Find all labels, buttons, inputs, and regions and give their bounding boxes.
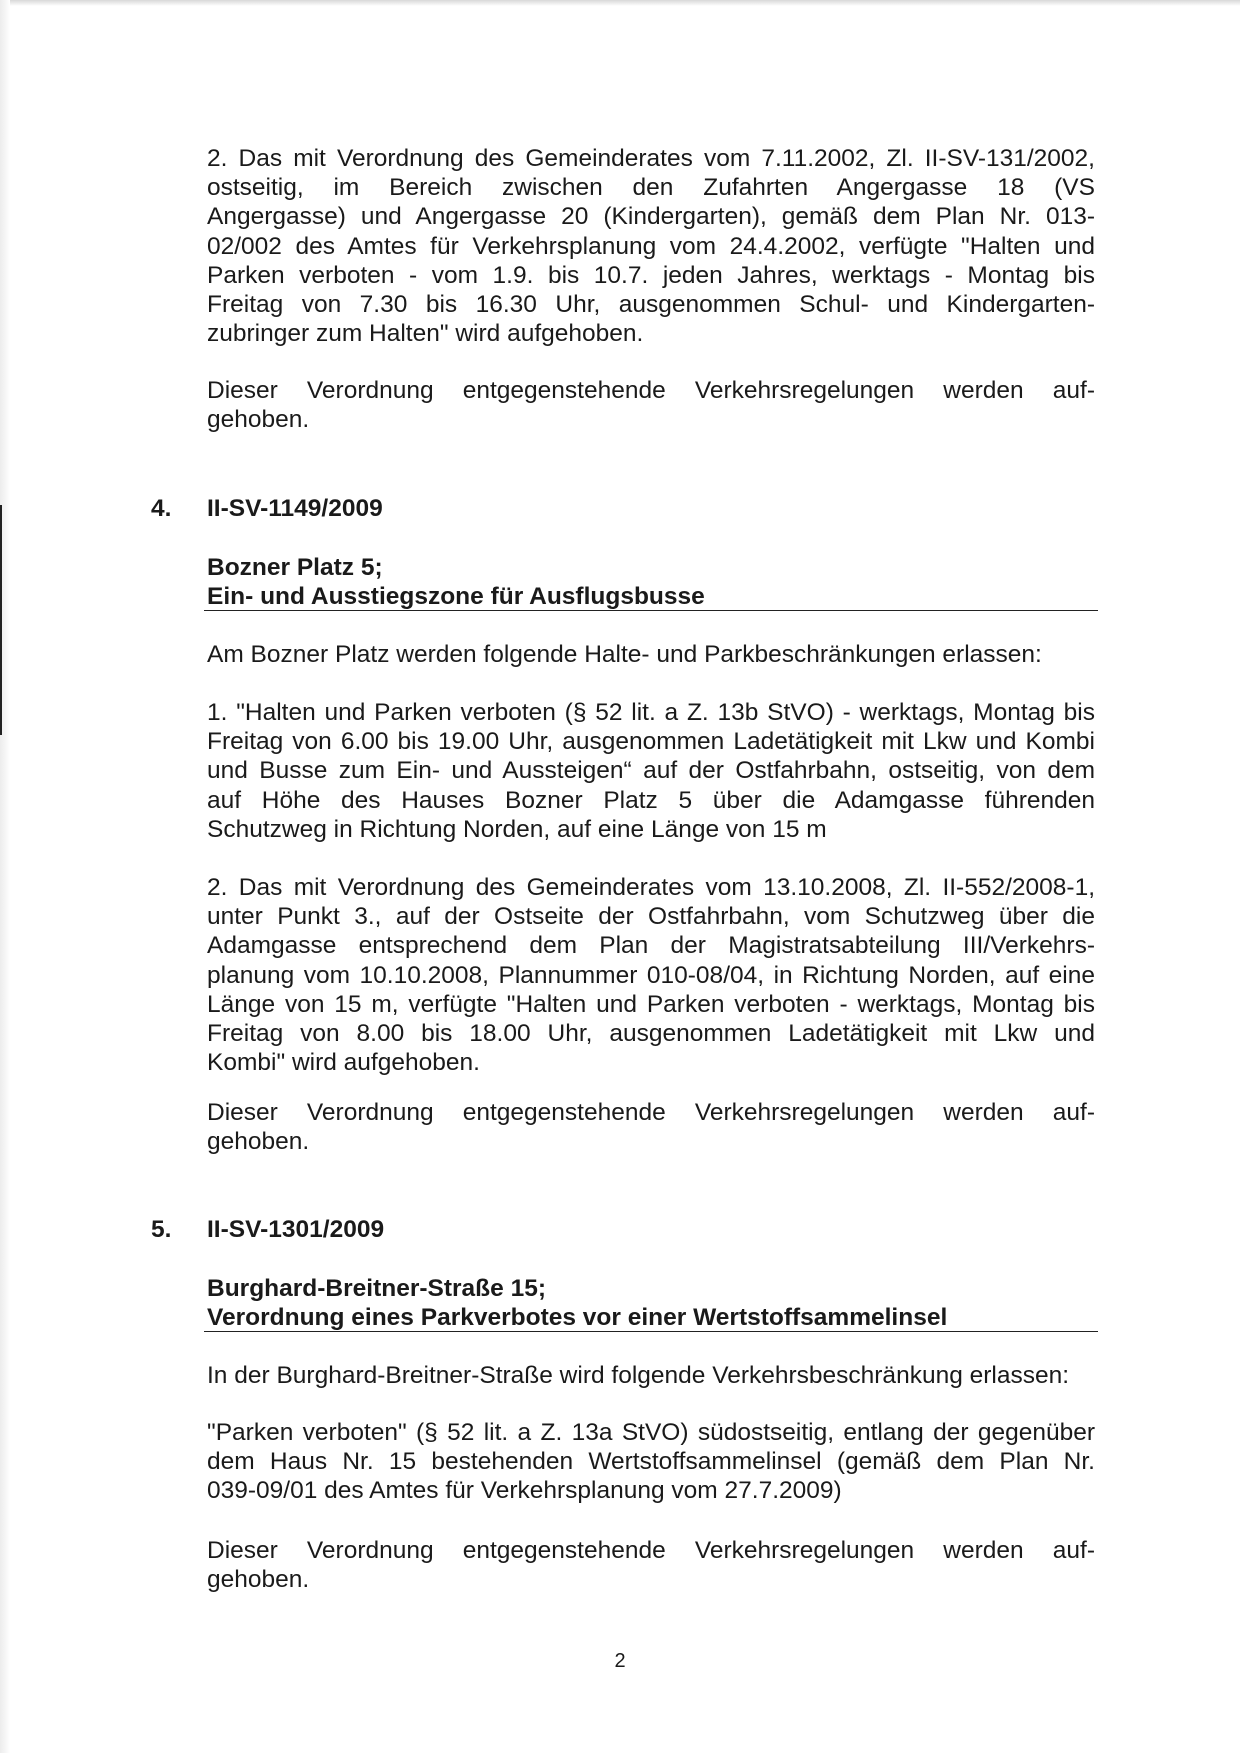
text-line: Dieser Verordnung entgegenstehende Verkehrsregelungen werden auf- bbox=[207, 1537, 1095, 1564]
page-number: 2 bbox=[614, 1650, 626, 1672]
text-line: Angergasse) und Angergasse 20 (Kindergarten), gemäß dem Plan Nr. 013- bbox=[207, 203, 1095, 231]
text-line: Adamgasse entsprechend dem Plan der Magistratsabteilung III/Verkehrs- bbox=[207, 932, 1095, 960]
text-line: Freitag von 7.30 bis 16.30 Uhr, ausgenommen Schul- und Kindergarten- bbox=[207, 291, 1095, 319]
text-line: dem Haus Nr. 15 bestehenden Wertstoffsammelinsel (gemäß dem Plan Nr. bbox=[207, 1448, 1095, 1476]
text-line: Länge von 15 m, verfügte "Halten und Parken verboten - werktags, Montag bis bbox=[207, 990, 1095, 1018]
text-line: zubringer zum Halten" wird aufgehoben. bbox=[207, 320, 644, 348]
text-line: gehoben. bbox=[207, 1128, 310, 1156]
text-line: Dieser Verordnung entgegenstehende Verkehrsregelungen werden auf- bbox=[207, 1099, 1095, 1126]
section-heading-line: Ein- und Ausstiegszone für Ausflugsbusse bbox=[207, 583, 705, 610]
text-line: In der Burghard-Breitner-Straße wird folgende Verkehrsbeschränkung erlassen: bbox=[207, 1362, 1070, 1389]
text-line: Parken verboten - vom 1.9. bis 10.7. jeden Jahres, werktags - Montag bis bbox=[207, 261, 1095, 289]
text-line: Am Bozner Platz werden folgende Halte- und Parkbeschränkungen erlassen: bbox=[207, 641, 1042, 668]
section-closing bbox=[207, 1098, 1095, 1156]
section-intro bbox=[207, 640, 1095, 669]
section-item-1 bbox=[207, 1418, 1095, 1506]
text-line: 2. Das mit Verordnung des Gemeinderates vom 13.10.2008, Zl. II-552/2008-1, bbox=[207, 874, 1095, 901]
heading-underline bbox=[204, 1331, 1098, 1332]
heading-underline bbox=[204, 610, 1098, 611]
text-line: Schutzweg in Richtung Norden, auf eine Länge von 15 m bbox=[207, 815, 827, 843]
section-heading bbox=[207, 553, 1095, 611]
text-line: Kombi" wird aufgehoben. bbox=[207, 1049, 480, 1077]
section-heading-line: Verordnung eines Parkverbotes vor einer Wertstoffsammelinsel bbox=[207, 1304, 948, 1331]
section-heading-line: Burghard-Breitner-Straße 15; bbox=[207, 1275, 546, 1302]
text-line: unter Punkt 3., auf der Ostseite der Ostfahrbahn, vom Schutzweg über die bbox=[207, 903, 1095, 931]
binder-mark bbox=[0, 505, 2, 735]
section-intro bbox=[207, 1361, 1095, 1390]
text-line: ostseitig, im Bereich zwischen den Zufahrten Angergasse 18 (VS bbox=[207, 174, 1095, 202]
text-line: Freitag von 6.00 bis 19.00 Uhr, ausgenommen Ladetätigkeit mit Lkw und Kombi bbox=[207, 728, 1095, 756]
section-code: II-SV-1301/2009 bbox=[207, 1216, 385, 1243]
text-line: planung vom 10.10.2008, Plannummer 010-08/04, in Richtung Norden, auf eine bbox=[207, 961, 1095, 989]
text-line: "Parken verboten" (§ 52 lit. a Z. 13a StVO) südostseitig, entlang der gegenüber bbox=[207, 1419, 1095, 1446]
scan-edge-left bbox=[0, 0, 10, 1753]
scan-edge-top bbox=[0, 0, 1240, 6]
section-item-1 bbox=[207, 698, 1095, 844]
section-heading-line: Bozner Platz 5; bbox=[207, 554, 383, 581]
text-line: und Busse zum Ein- und Aussteigen“ auf der Ostfahrbahn, ostseitig, von dem bbox=[207, 757, 1095, 785]
section-closing bbox=[207, 1536, 1095, 1594]
text-line: gehoben. bbox=[207, 406, 310, 434]
text-line: gehoben. bbox=[207, 1566, 310, 1594]
section-item-2 bbox=[207, 873, 1095, 1077]
text-line: Freitag von 8.00 bis 18.00 Uhr, ausgenommen Ladetätigkeit mit Lkw und bbox=[207, 1020, 1095, 1048]
text-line: 02/002 des Amtes für Verkehrsplanung vom 24.4.2002, verfügte "Halten und bbox=[207, 232, 1095, 260]
text-line: 2. Das mit Verordnung des Gemeinderates vom 7.11.2002, Zl. II-SV-131/2002, bbox=[207, 145, 1095, 172]
section-heading bbox=[207, 1274, 1095, 1332]
text-line: Dieser Verordnung entgegenstehende Verkehrsregelungen werden auf- bbox=[207, 377, 1095, 404]
section-number: 5. bbox=[151, 1216, 172, 1243]
intro-closing-paragraph bbox=[207, 376, 1095, 434]
section-code: II-SV-1149/2009 bbox=[207, 495, 383, 522]
text-line: auf Höhe des Hauses Bozner Platz 5 über die Adamgasse führenden bbox=[207, 786, 1095, 814]
section-number: 4. bbox=[151, 495, 172, 522]
intro-item-paragraph bbox=[207, 144, 1095, 348]
text-line: 039-09/01 des Amtes für Verkehrsplanung vom 27.7.2009) bbox=[207, 1477, 842, 1505]
text-line: 1. "Halten und Parken verboten (§ 52 lit. a Z. 13b StVO) - werktags, Montag bis bbox=[207, 699, 1095, 726]
